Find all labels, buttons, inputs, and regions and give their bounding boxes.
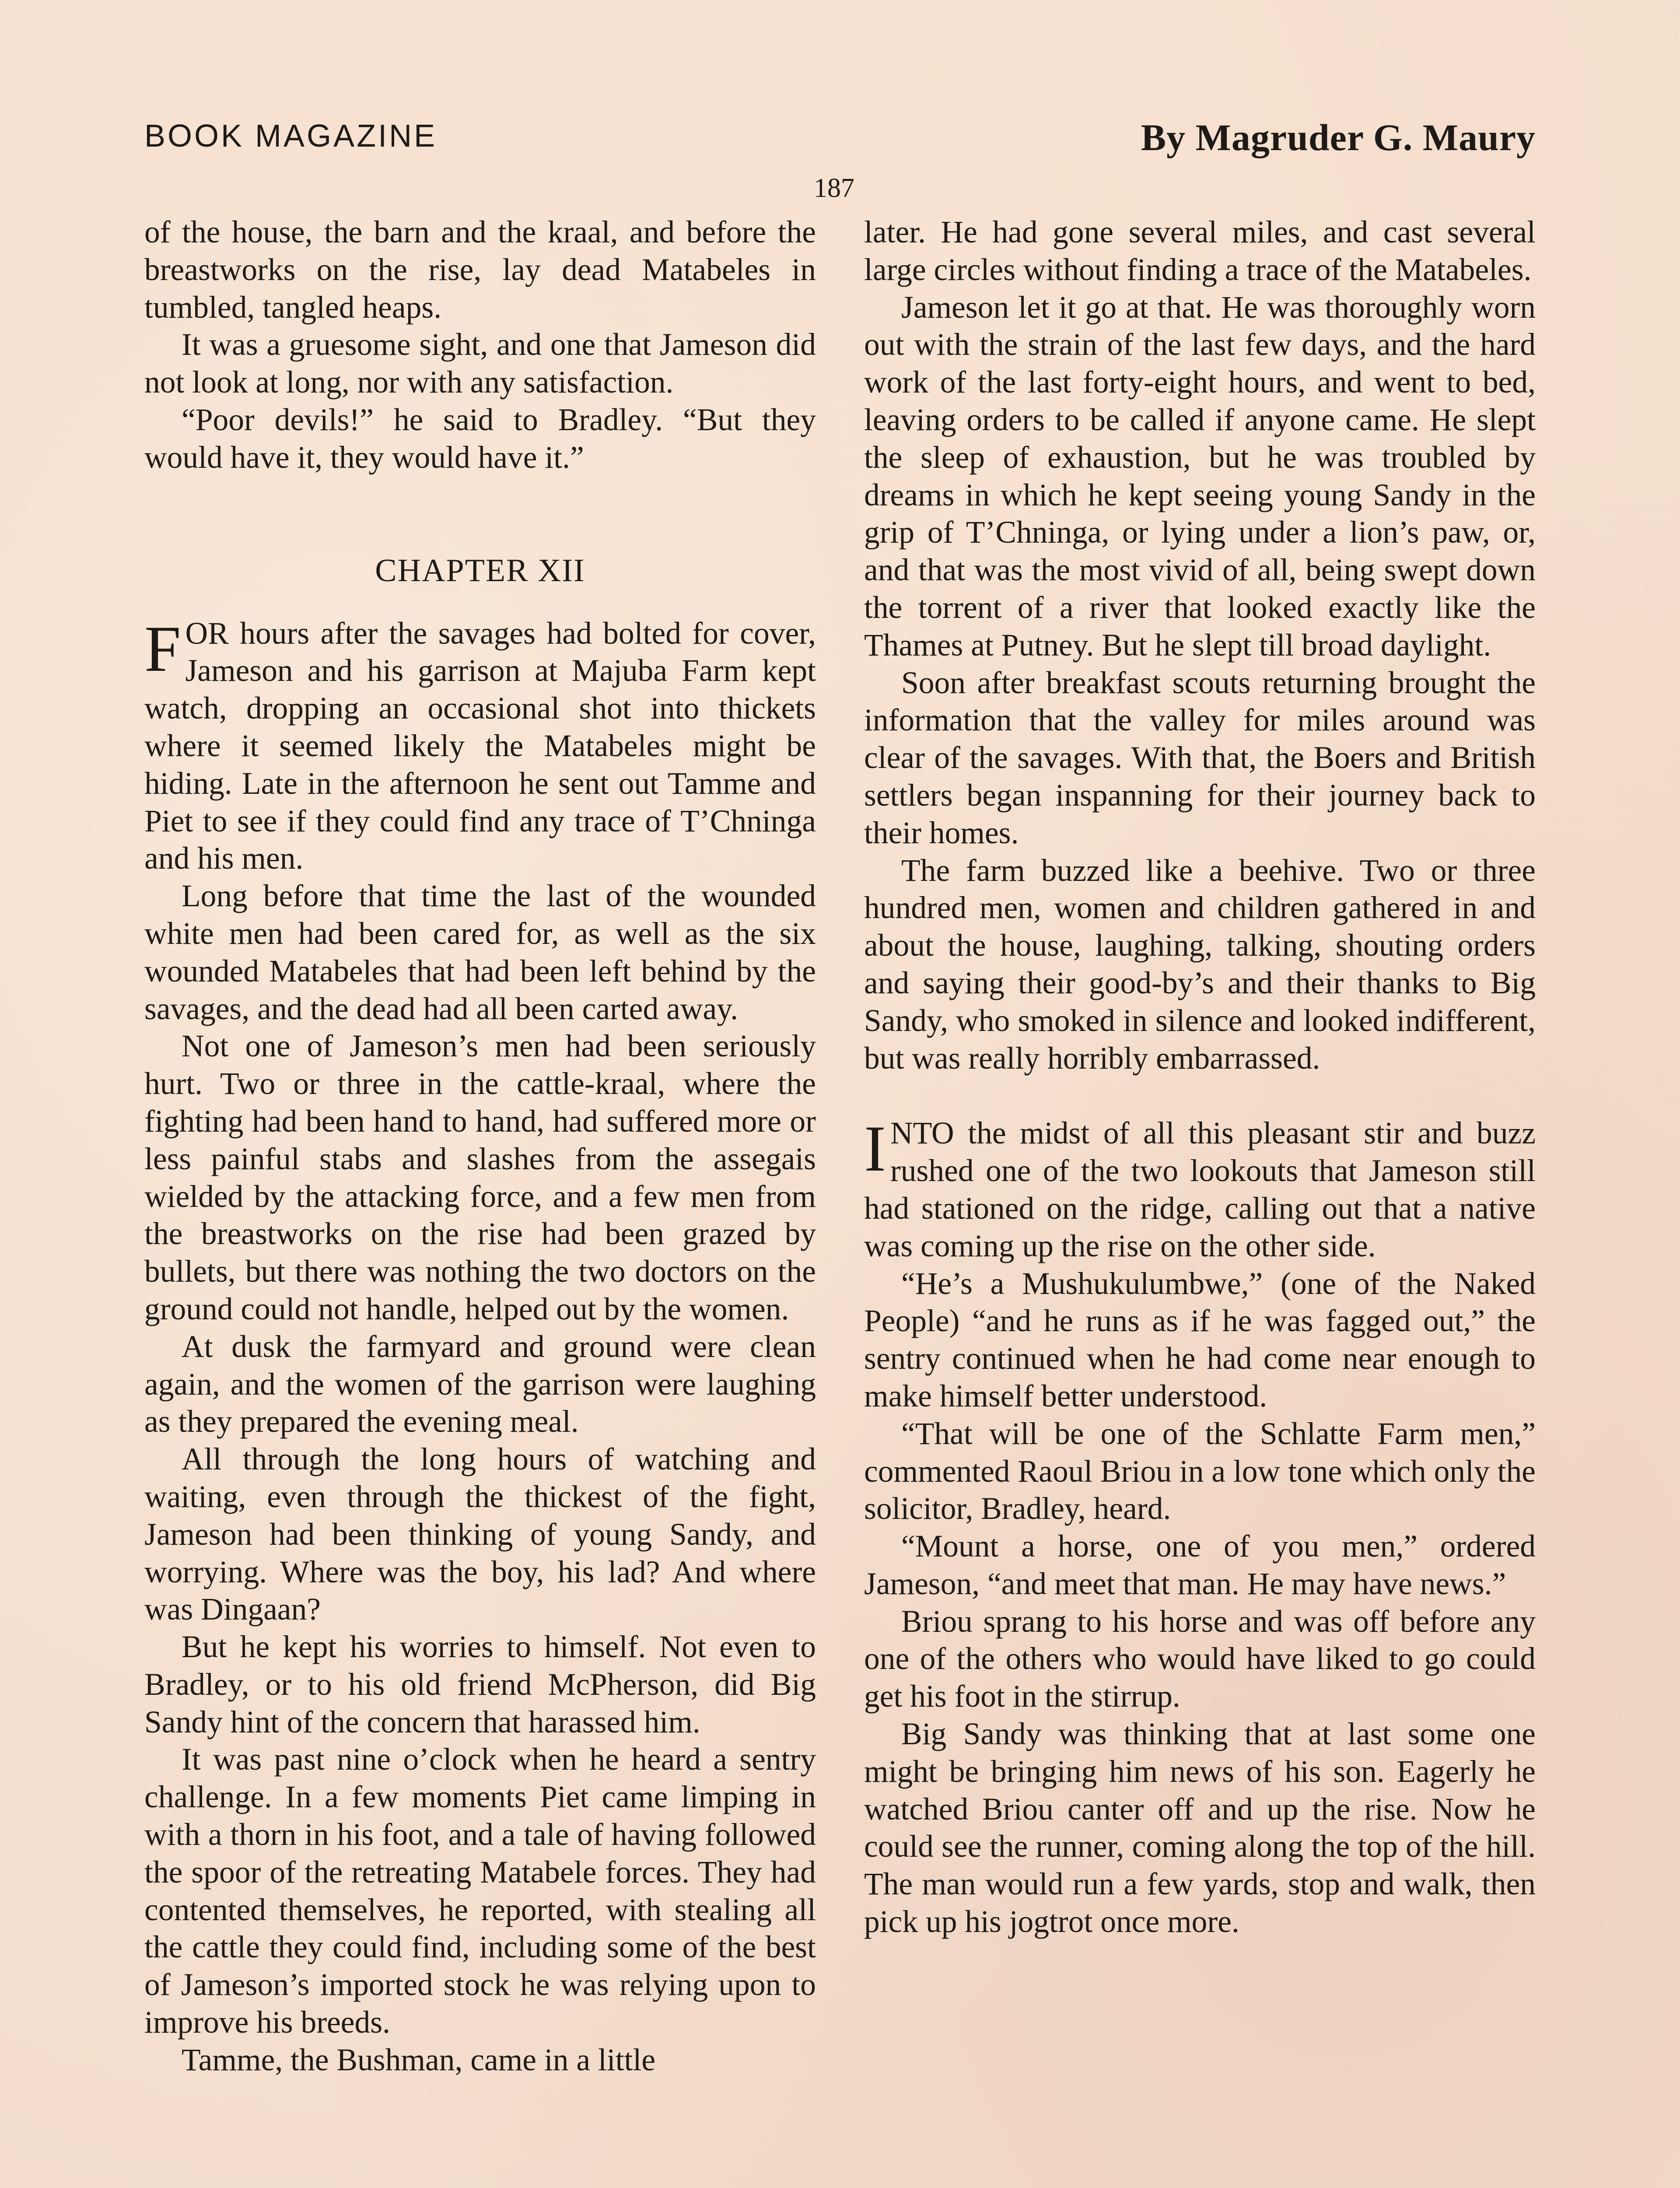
paragraph-text: OR hours after the savages had bolted for cover, Jameson and his garrison at Majuba Farm kept watch, dropping an occasional shot into thickets where it seemed likely the Matabeles might be hiding. Late in the afternoon he sent out Tamme and Piet to see if they could find any trace of T’Chninga and his men. <box>144 616 816 876</box>
paragraph: later. He had gone several miles, and cast several large circles without finding a trace of the Matabeles. <box>864 215 1536 287</box>
magazine-title: BOOK MAGAZINE <box>144 119 438 154</box>
left-column <box>144 214 816 2079</box>
paragraph: The farm buzzed like a beehive. Two or three hundred men, women and children gathered in and about the house, laughing, talking, shouting orders and saying their good-by’s and their thanks to Big Sandy, who smoked in silence and looked indifferent, but was really horribly embarrassed. <box>864 853 1536 1076</box>
paragraph: Briou sprang to his horse and was off before any one of the others who would have liked to go could get his foot in the stirrup. <box>864 1604 1536 1714</box>
paragraph: At dusk the farmyard and ground were clean again, and the women of the garrison were laughing as they prepared the evening meal. <box>144 1329 816 1439</box>
chapter-heading: CHAPTER XII <box>375 552 585 589</box>
right-column <box>864 214 1536 1941</box>
paragraph: Jameson let it go at that. He was thoroughly worn out with the strain of the last few days, and the hard work of the last forty-eight hours, and went to bed, leaving orders to be called if anyone came. He slept the sleep of exhaustion, but he was troubled by dreams in which he kept seeing young Sandy in the grip of T’Chninga, or lying under a lion’s paw, or, and that was the most vivid of all, being swept down the torrent of a river that looked exactly like the Thames at Putney. But he slept till broad daylight. <box>864 290 1536 663</box>
paragraph: Not one of Jameson’s men had been seriously hurt. Two or three in the cattle-kraal, where the fighting had been hand to hand, had suffered more or less painful stabs and slashes from the assegais wielded by the attacking force, and a few men from the breastworks on the rise had been grazed by bullets, but there was nothing the two doctors on the ground could not handle, helped out by the women. <box>144 1029 816 1326</box>
paragraph-with-dropcap <box>864 1112 1536 1265</box>
drop-cap: I <box>864 1112 886 1185</box>
author-byline: By Magruder G. Maury <box>1141 116 1536 158</box>
paragraph: But he kept his worries to himself. Not even to Bradley, or to his old friend McPherson, did Big Sandy hint of the concern that harassed him. <box>144 1630 816 1739</box>
paragraph: Big Sandy was thinking that at last some one might be bringing him news of his son. Eagerly he watched Briou canter off and up the rise. Now he could see the runner, coming along the top of the hill. The man would run a few yards, stop and walk, then pick up his jogtrot once more. <box>864 1717 1536 1939</box>
paragraph: Tamme, the Bushman, came in a little <box>182 2042 656 2077</box>
paragraph: It was a gruesome sight, and one that Jameson did not look at long, nor with any satisfaction. <box>144 327 816 400</box>
paragraph: It was past nine o’clock when he heard a sentry challenge. In a few moments Piet came limping in with a thorn in his foot, and a tale of having followed the spoor of the retreating Matabele forces. They had contented themselves, he reported, with stealing all the cattle they could find, including some of the best of Jameson’s imported stock he was relying upon to improve his breeds. <box>144 1742 816 2040</box>
drop-cap: F <box>144 612 181 685</box>
paragraph-with-dropcap <box>144 612 816 878</box>
page-number: 187 <box>814 173 854 203</box>
paragraph: “Mount a horse, one of you men,” ordered Jameson, “and meet that man. He may have news.” <box>864 1529 1536 1601</box>
paragraph: All through the long hours of watching and waiting, even through the thickest of the fight, Jameson had been thinking of young Sandy, and worrying. Where was the boy, his lad? And where was Dingaan? <box>144 1442 816 1627</box>
running-head <box>144 118 1536 166</box>
paragraph: Long before that time the last of the wounded white men had been cared for, as well as the six wounded Matabeles that had been left behind by the savages, and the dead had all been carted away. <box>144 879 816 1026</box>
paragraph: Soon after breakfast scouts returning brought the information that the valley for miles around was clear of the savages. With that, the Boers and British settlers began inspanning for their journey back to their homes. <box>864 665 1536 850</box>
paragraph: “Poor devils!” he said to Bradley. “But they would have it, they would have it.” <box>144 402 816 475</box>
paragraph: “He’s a Mushukulumbwe,” (one of the Naked People) “and he runs as if he was fagged out,” the sentry continued when he had come near enough to make himself better understood. <box>864 1266 1536 1413</box>
paragraph: of the house, the barn and the kraal, and before the breastworks on the rise, lay dead Matabeles in tumbled, tangled heaps. <box>144 215 816 325</box>
paragraph: “That will be one of the Schlatte Farm men,” commented Raoul Briou in a low tone which only the solicitor, Bradley, heard. <box>864 1416 1536 1526</box>
paragraph-text: NTO the midst of all this pleasant stir and buzz rushed one of the two lookouts that Jameson still had stationed on the ridge, calling out that a native was coming up the rise on the other side. <box>864 1116 1536 1263</box>
